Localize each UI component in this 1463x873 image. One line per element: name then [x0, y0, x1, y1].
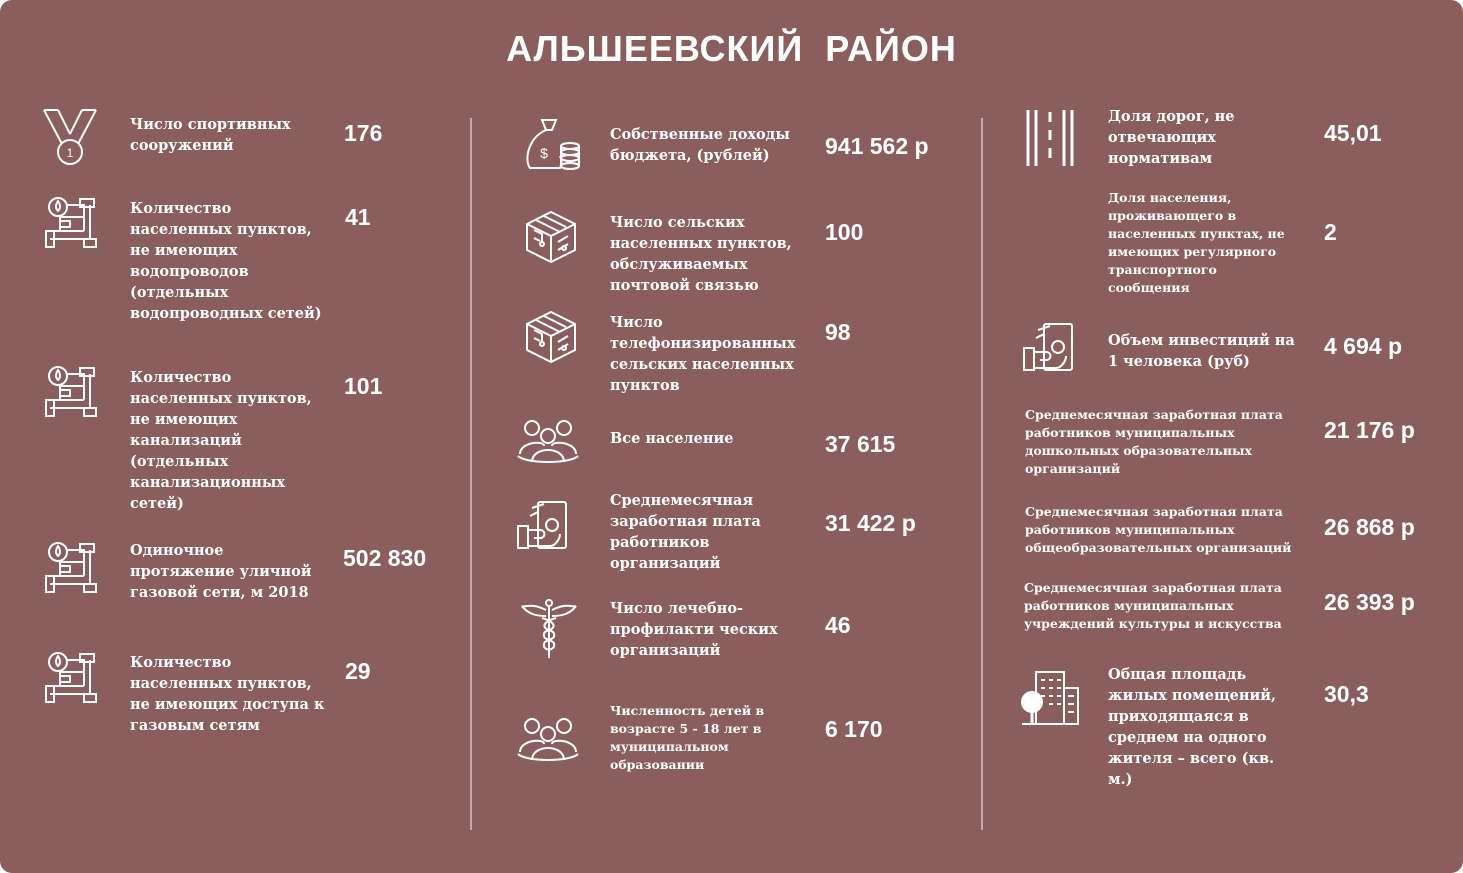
stat-value: 4 694 р — [1324, 333, 1402, 359]
medal-icon — [40, 108, 100, 168]
stat-value: 502 830 — [343, 545, 427, 571]
money-bag-icon — [522, 116, 582, 176]
stat-value: 176 — [344, 120, 383, 146]
water-pipe-icon — [44, 364, 100, 420]
stat-value: 26 393 р — [1324, 589, 1415, 615]
stat-label: Одиночное протяжение уличной газовой сети, м 2018 — [130, 542, 312, 601]
column-divider — [470, 118, 472, 830]
stat-value: 6 170 — [825, 716, 883, 742]
people-icon — [516, 416, 580, 464]
network-box-icon — [522, 308, 580, 366]
stat-label: Среднемесячная заработная плата работников муниципальных дошкольных образовательных организаций — [1025, 407, 1283, 476]
stat-label: Все население — [610, 430, 734, 447]
column-divider — [981, 118, 983, 830]
stat-label: Объем инвестиций на 1 человека (руб) — [1108, 332, 1295, 370]
building-icon — [1020, 668, 1080, 728]
stat-label: Среднемесячная заработная плата работников муниципальных общеобразовательных организаций — [1025, 504, 1292, 555]
stat-label: Количество населенных пунктов, не имеющих доступа к газовым сетям — [130, 654, 325, 734]
stat-value: 30,3 — [1324, 681, 1369, 707]
stat-label: Доля населения, проживающего в населенных пунктах, не имеющих регулярного транспортного сообщения — [1108, 190, 1285, 295]
road-icon — [1024, 108, 1076, 168]
water-pipe-icon — [44, 540, 100, 596]
stat-label: Число сельских населенных пунктов, обслуживаемых почтовой связью — [610, 214, 792, 294]
stat-value: 29 — [345, 658, 371, 684]
stat-value: 37 615 — [825, 431, 896, 457]
stat-value: 46 — [825, 612, 851, 638]
stat-label: Численность детей в возрасте 5 - 18 лет в муниципальном образовании — [610, 703, 765, 772]
stat-label: Число телефонизированных сельских населенных пунктов — [610, 314, 796, 394]
stat-label: Число спортивных сооружений — [130, 116, 291, 154]
stat-label: Собственные доходы бюджета, (рублей) — [610, 126, 790, 164]
stat-value: 100 — [825, 219, 864, 245]
people-icon — [516, 714, 580, 762]
stat-label: Доля дорог, не отвечающих нормативам — [1108, 108, 1235, 167]
stat-value: 101 — [344, 373, 383, 399]
svg-text:1: 1 — [66, 146, 74, 160]
page-title: АЛЬШЕЕВСКИЙ РАЙОН — [506, 28, 957, 69]
stat-value: 941 562 р — [825, 133, 929, 159]
stat-value: 31 422 р — [825, 510, 916, 536]
caduceus-icon — [520, 598, 578, 660]
hand-money-icon — [516, 498, 570, 554]
stat-value: 21 176 р — [1324, 417, 1415, 443]
stat-label: Общая площадь жилых помещений, приходящаяся в среднем на одного жителя – всего (кв. м.) — [1108, 666, 1277, 788]
svg-text:$: $ — [540, 145, 548, 161]
stat-value: 98 — [825, 319, 851, 345]
stat-label: Количество населенных пунктов, не имеющих водопроводов (отдельных водопроводных сетей) — [130, 200, 322, 322]
stat-label: Среднемесячная заработная плата работников муниципальных учреждений культуры и искусства — [1024, 580, 1282, 631]
network-box-icon — [522, 208, 580, 266]
water-pipe-icon — [44, 650, 100, 706]
stat-label: Количество населенных пунктов, не имеющих канализаций (отдельных канализационных сетей) — [130, 369, 312, 512]
water-pipe-icon — [44, 195, 100, 251]
stat-value: 41 — [345, 204, 371, 230]
stat-label: Среднемесячная заработная плата работников организаций — [610, 492, 761, 572]
stat-value: 45,01 — [1324, 120, 1382, 146]
hand-money-icon — [1022, 320, 1076, 376]
stat-value: 26 868 р — [1324, 514, 1415, 540]
stat-value: 2 — [1324, 219, 1337, 245]
stat-label: Число лечебно-профилакти ческих организаций — [610, 600, 778, 659]
